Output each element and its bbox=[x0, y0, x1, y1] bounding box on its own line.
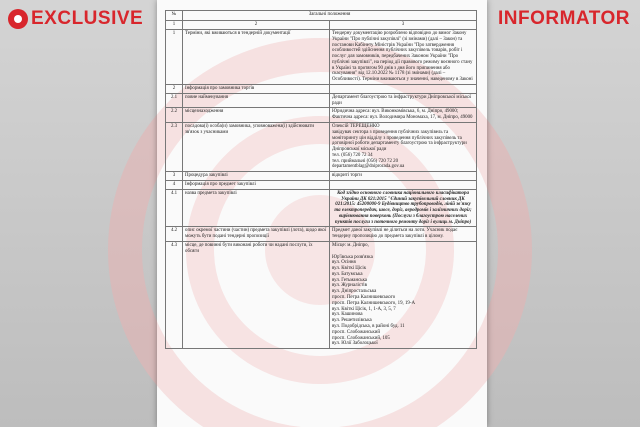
table-row bbox=[166, 93, 477, 108]
header-section-title: Загальні положення bbox=[183, 11, 477, 21]
header-num: № bbox=[166, 11, 183, 21]
content-line: Предмет даної закупівлі не ділиться на лоти. Учасник подає тендерну пропозицію до предмета закупівлі в цілому. bbox=[332, 228, 458, 240]
row-content bbox=[330, 172, 477, 181]
row-number: 4 bbox=[166, 180, 183, 189]
row-number: 4.3 bbox=[166, 242, 183, 349]
col-num-2: 2 bbox=[183, 21, 330, 30]
content-line: просп. Слобожанський, 105 bbox=[332, 335, 390, 341]
row-label: опис окремої частини (частин) предмета закупівлі (лота), щодо якої можуть бути подані тендерні пропозиції bbox=[183, 227, 330, 242]
row-content bbox=[330, 227, 477, 242]
row-content bbox=[330, 189, 477, 227]
content-line: просп. Петра Калнишевського, 19, 19-А bbox=[332, 300, 416, 306]
row-label: місцезнаходження bbox=[183, 108, 330, 123]
content-line: вул. Квіткі Цісік, 1, 1-А, 3, 5, 7 bbox=[332, 306, 396, 312]
content-line: Юр'ївська розв'язка bbox=[332, 254, 373, 260]
row-label: назва предмета закупівлі bbox=[183, 189, 330, 227]
content-line: відкриті торги bbox=[332, 173, 362, 179]
table-row bbox=[166, 122, 477, 171]
row-content bbox=[330, 108, 477, 123]
row-content bbox=[330, 122, 477, 171]
row-content bbox=[330, 180, 477, 189]
content-line: вул. Гетьманська bbox=[332, 277, 367, 283]
content-line: вул. Юлії Заболоцької bbox=[332, 341, 378, 347]
content-line: вул. Журналістів bbox=[332, 283, 367, 289]
row-content bbox=[330, 93, 477, 108]
subject-title: Код згідно основного словника національного класифікатора України ДК 021:2015 "Єдиний закупівельний словник ДК 021:2015: 45200000-9 Будівництво трубопроводів, ліній зв'язку та електропередач, шосе, доріг, аеродромів і залізничних доріг; вирівнювання поверхонь (Послуги з благоустрою населених пунктів послуги з поточного ремонту доріг і вулиць м. Дніпро) bbox=[334, 190, 472, 225]
row-content bbox=[330, 30, 477, 85]
table-row bbox=[166, 242, 477, 349]
document-page bbox=[157, 0, 487, 427]
table-row bbox=[166, 227, 477, 242]
row-label: місце, де повинні бути виконані роботи чи надані послуги, їх обсяги bbox=[183, 242, 330, 349]
informator-logo: INFORMATOR bbox=[497, 8, 630, 29]
exclusive-logo-icon bbox=[8, 9, 28, 29]
column-number-row bbox=[166, 21, 477, 30]
exclusive-badge bbox=[8, 8, 143, 30]
row-content bbox=[330, 85, 477, 94]
row-number: 4.1 bbox=[166, 189, 183, 227]
content-line: Олексій ТЕРЕЩЕНКО bbox=[332, 123, 380, 129]
tender-table bbox=[165, 10, 477, 349]
row-number: 2.1 bbox=[166, 93, 183, 108]
content-line: departamentblag@dniprorada.gov.ua bbox=[332, 164, 405, 170]
content-line: просп. Слобожанський bbox=[332, 329, 381, 335]
content-line: Фактична адреса: вул. Володимира Мономаха, 17, м. Дніпро, 49000 bbox=[332, 115, 473, 121]
col-num-1: 1 bbox=[166, 21, 183, 30]
content-line: тел. приймальні (056) 720 72 20 bbox=[332, 158, 399, 164]
content-line: вул. Дніпростальська bbox=[332, 289, 377, 295]
row-number: 1 bbox=[166, 30, 183, 85]
table-row bbox=[166, 30, 477, 85]
content-line: Тендерну документацію розроблено відповідно до вимог Закону України "Про публічні закупівлі" (зі змінами) (далі – Закон) та постанови Кабінету Міністрів України "Про затвердження особливостей здійснення публічних закупівель товарів, робіт і послуг для замовників, передбачених Законом України "Про публічні закупівлі", на період дії правового режиму воєнного стану в Україні та протягом 90 днів з дня його припинення або скасування" від 12.10.2022 № 1178 (зі змінами) (далі – Особливості). Терміни вживаються у значенні, наведеному в Законі bbox=[332, 31, 473, 83]
content-line: вул. Решетилівська bbox=[332, 318, 372, 324]
content-line: тел. (056) 720 72 34 bbox=[332, 152, 373, 158]
content-line: вул. Кашинова bbox=[332, 312, 363, 318]
content-line: вул. Осіння bbox=[332, 260, 356, 266]
table-row bbox=[166, 189, 477, 227]
content-line: завідувач сектора з проведення публічних закупівель та моніторингу цін відділу з проведення публічних закупівель та договірної роботи департаменту благоустрою та інфраструктури Дніпровської міської ради bbox=[332, 129, 467, 153]
content-line: просп. Петра Калнишевського bbox=[332, 295, 396, 301]
row-number: 2 bbox=[166, 85, 183, 94]
exclusive-label: EXCLUSIVE bbox=[31, 8, 144, 29]
content-line: Департамент благоустрою та інфраструктури Дніпровської міської ради bbox=[332, 94, 472, 106]
row-label: Процедура закупівлі bbox=[183, 172, 330, 181]
content-line: вул. Квіткі Цісік bbox=[332, 266, 367, 272]
row-label: Інформація про замовника торгів bbox=[183, 85, 330, 94]
col-num-3: 3 bbox=[330, 21, 477, 30]
row-number: 4.2 bbox=[166, 227, 183, 242]
content-line: Юридична адреса: вул. Виконкомівська, 6, м. Дніпро, 49000; bbox=[332, 109, 459, 115]
row-number: 2.2 bbox=[166, 108, 183, 123]
table-row bbox=[166, 172, 477, 181]
content-line: Місце: м. Дніпро, bbox=[332, 243, 369, 248]
row-label: посадова(і) особа(и) замовника, уповноважена(і) здійснювати зв'язок з учасниками bbox=[183, 122, 330, 171]
table-row bbox=[166, 180, 477, 189]
row-label: Терміни, які вживаються в тендерній документації bbox=[183, 30, 330, 85]
table-header-row bbox=[166, 11, 477, 21]
content-line: вул. Подобрідська, в районі буд. 11 bbox=[332, 323, 405, 329]
row-content bbox=[330, 242, 477, 349]
table-row bbox=[166, 85, 477, 94]
row-number: 2.3 bbox=[166, 122, 183, 171]
table-row bbox=[166, 108, 477, 123]
content-line: вул. Батумська bbox=[332, 271, 363, 277]
row-number: 3 bbox=[166, 172, 183, 181]
row-label: Інформація про предмет закупівлі bbox=[183, 180, 330, 189]
row-label: повне найменування bbox=[183, 93, 330, 108]
